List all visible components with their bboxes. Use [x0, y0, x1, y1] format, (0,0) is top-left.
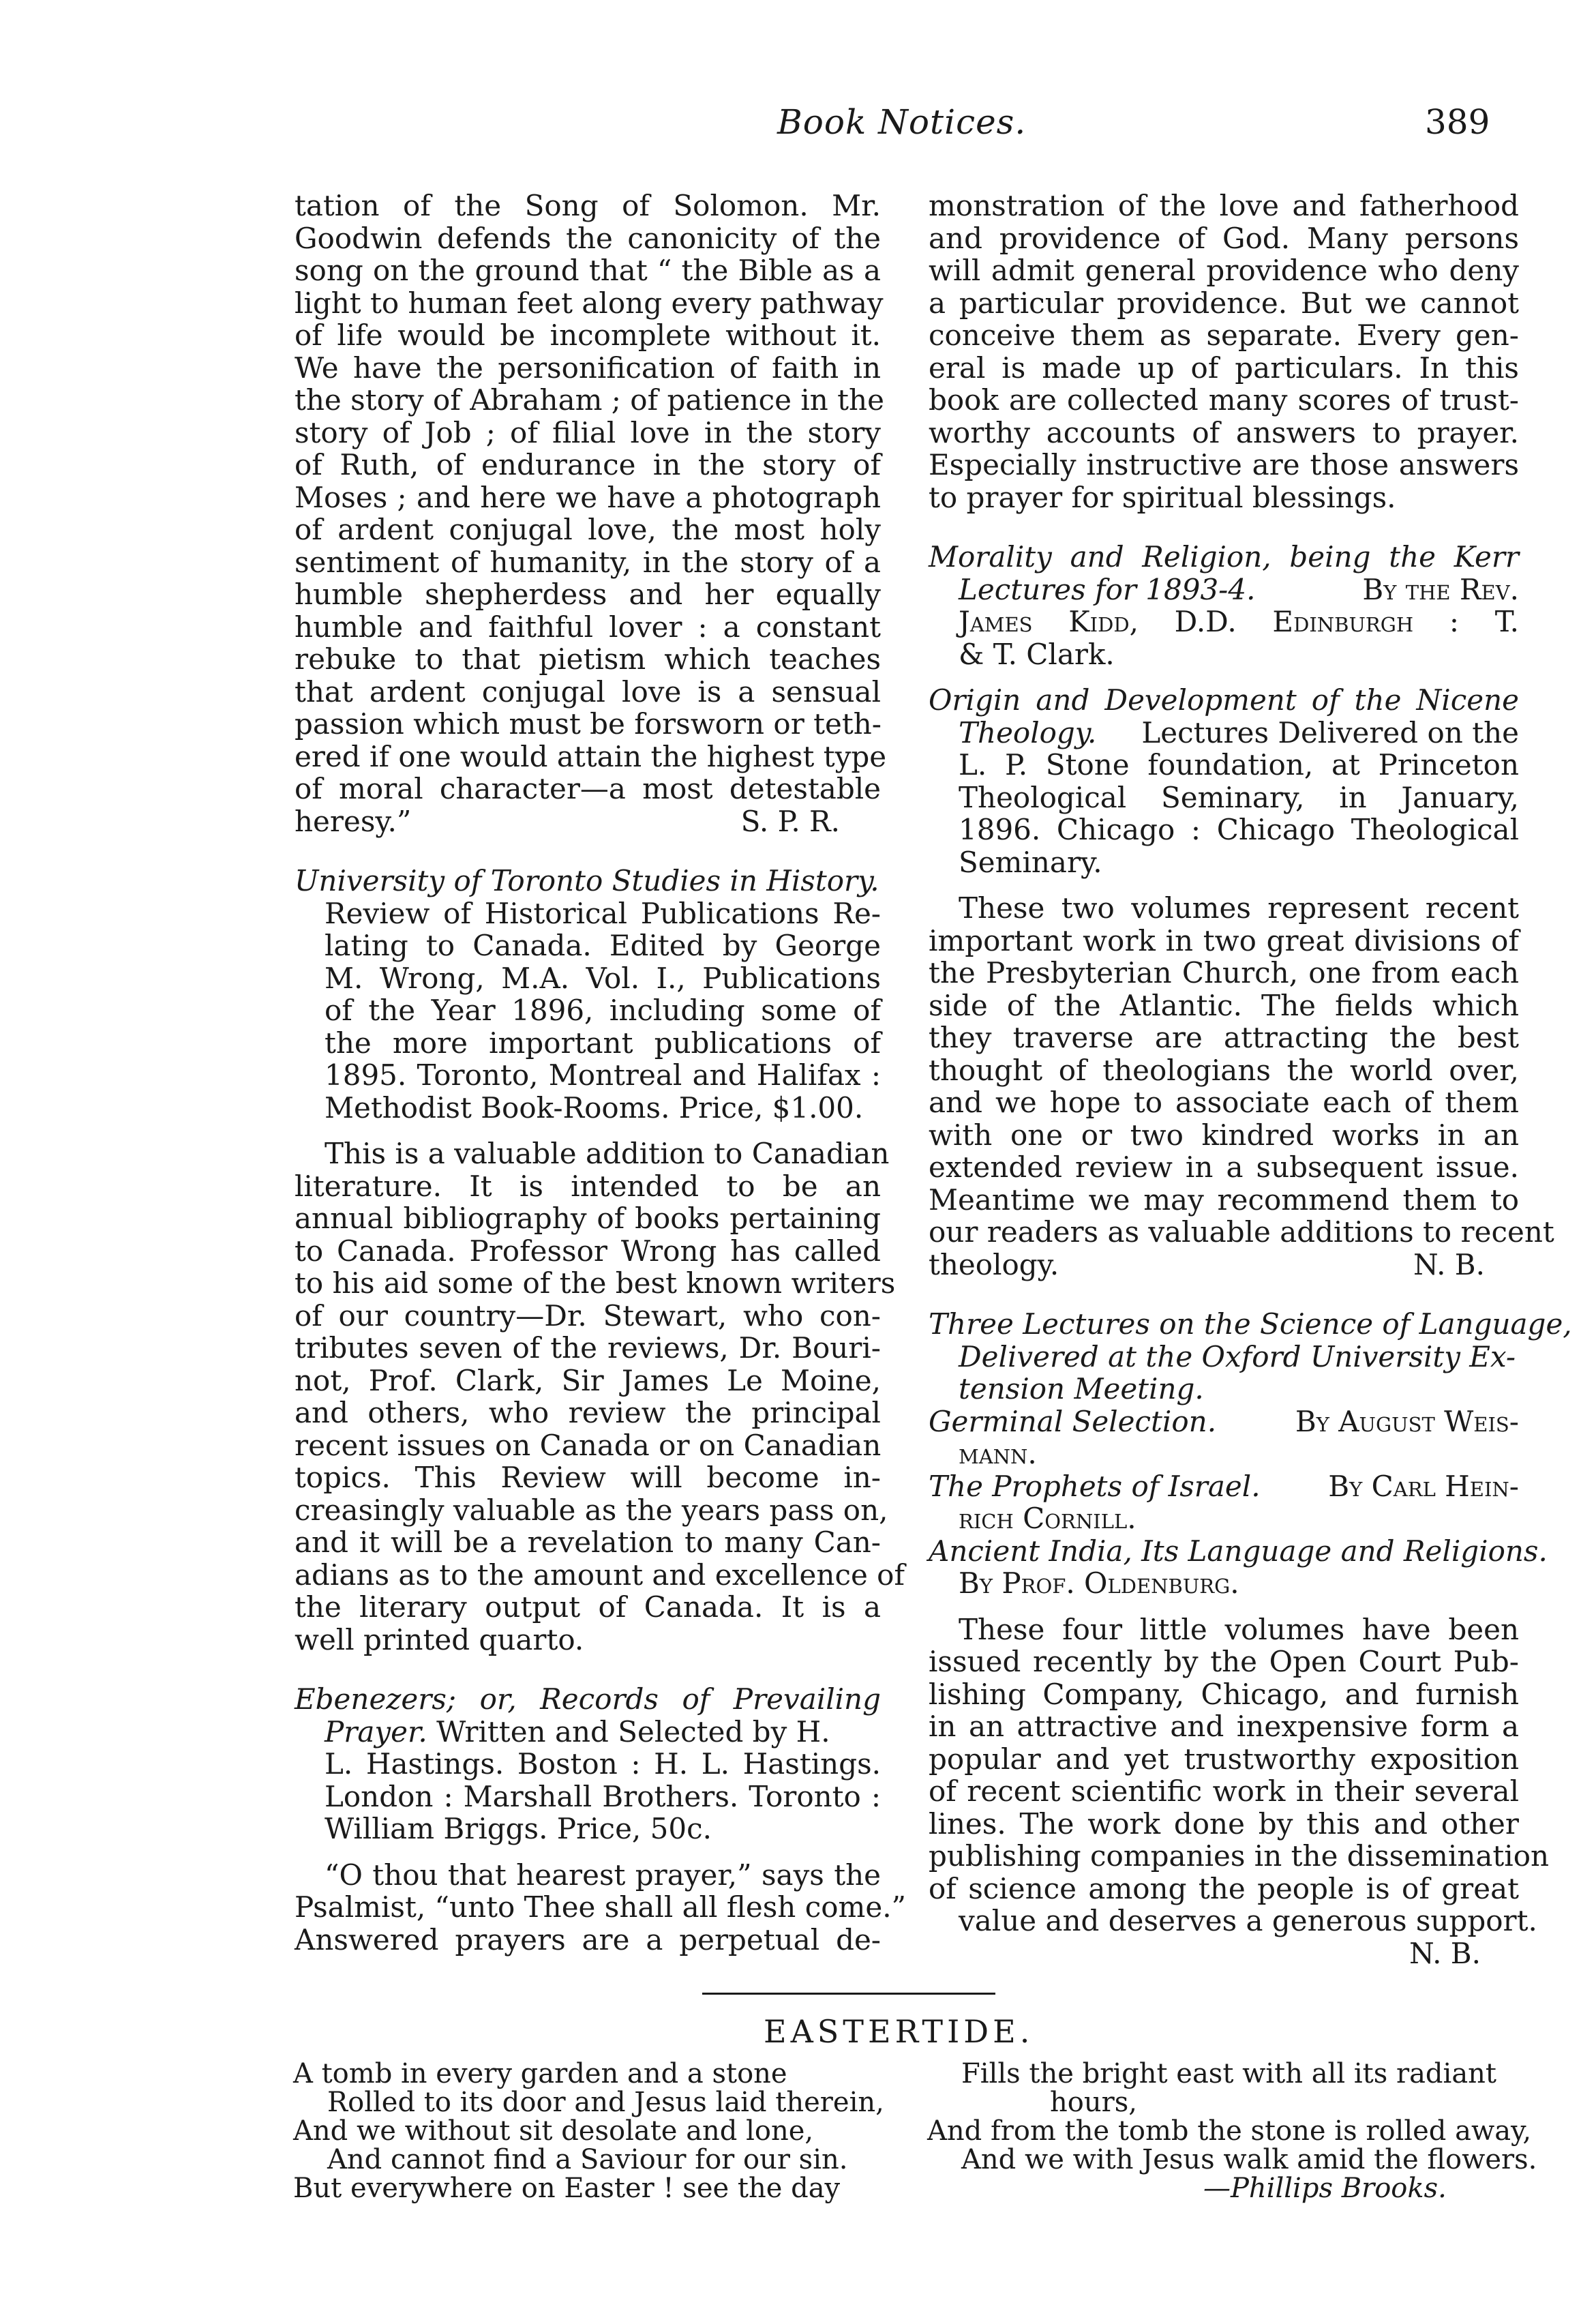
- text-line: passion which must be forsworn or teth-: [295, 707, 882, 741]
- poem-line: A tomb in every garden and a stone: [293, 2058, 787, 2089]
- text-line: humble and faithful lover : a constant: [295, 610, 881, 644]
- review-line: not, Prof. Clark, Sir James Le Moine,: [295, 1363, 881, 1397]
- text-line: book are collected many scores of trust-: [929, 383, 1519, 417]
- text-line: to prayer for spiritual blessings.: [929, 480, 1396, 514]
- book-title-fragment: The Prophets of Israel.: [929, 1469, 1261, 1503]
- poem-line: Fills the bright east with all its radiant: [961, 2058, 1496, 2089]
- author-fragment: By August Weis-: [1295, 1404, 1519, 1438]
- signature: S. P. R.: [740, 804, 840, 838]
- book-details-fragment: Written and Selected by H.: [436, 1714, 830, 1748]
- book-details-line: Methodist Book-Rooms. Price, $1.00.: [325, 1090, 864, 1125]
- text-line: that ardent conjugal love is a sensual: [295, 674, 881, 709]
- text-line: will admit general providence who deny: [929, 254, 1519, 287]
- book-details-line: [929, 574, 1519, 606]
- book-title: University of Toronto Studies in History.: [295, 864, 879, 897]
- review-line: These two volumes represent recent: [959, 891, 1519, 925]
- book-title-cont: [295, 1716, 881, 1748]
- quote-line: Answered prayers are a perpetual de-: [295, 1922, 881, 1956]
- author-line: By Prof. Oldenburg.: [959, 1566, 1239, 1600]
- review-line: with one or two kindred works in an: [929, 1118, 1519, 1152]
- review-line: lishing Company, Chicago, and furnish: [929, 1677, 1519, 1711]
- book-details-line: Review of Historical Publications Re-: [325, 896, 881, 930]
- quote-line: Psalmist, “unto Thee shall all flesh come.”: [295, 1890, 907, 1924]
- book-details-line: London : Marshall Brothers. Toronto :: [325, 1779, 881, 1813]
- review-line: This is a valuable addition to Canadian: [325, 1137, 890, 1170]
- book-title: Ancient India, Its Language and Religions.: [929, 1534, 1548, 1568]
- review-line: our readers as valuable additions to recent: [929, 1215, 1554, 1249]
- review-line: creasingly valuable as the years pass on,: [295, 1493, 888, 1527]
- book-details-line: of the Year 1896, including some of: [325, 994, 881, 1027]
- book-details-line: 1895. Toronto, Montreal and Halifax :: [325, 1058, 881, 1092]
- text-line: the story of Abraham ; of patience in the: [295, 383, 884, 417]
- book-title-fragment: Lectures for 1893-4.: [959, 572, 1256, 606]
- text-line: light to human feet along every pathway: [295, 286, 884, 320]
- text-line: a particular providence. But we cannot: [929, 286, 1519, 320]
- book-title: Three Lectures on the Science of Language,: [929, 1307, 1572, 1341]
- poem-line: And from the tomb the stone is rolled away,: [927, 2115, 1532, 2147]
- book-details-fragment: Lectures Delivered on the: [1141, 715, 1519, 749]
- book-title-fragment: Germinal Selection.: [929, 1404, 1217, 1438]
- review-line: to his aid some of the best known writers: [295, 1266, 896, 1300]
- review-line: literature. It is intended to be an: [295, 1169, 881, 1203]
- poem-left-stanza: [293, 2059, 884, 2203]
- book-details-line: lating to Canada. Edited by George: [325, 929, 881, 962]
- review-line: adians as to the amount and excellence of: [295, 1558, 905, 1592]
- poem-line: And we without sit desolate and lone,: [293, 2115, 814, 2147]
- author-cont: mann.: [959, 1437, 1037, 1470]
- review-line: issued recently by the Open Court Pub-: [929, 1645, 1519, 1678]
- review-line: they traverse are attracting the best: [929, 1021, 1519, 1054]
- book-details-line: Seminary.: [959, 845, 1102, 879]
- book-title: Morality and Religion, being the Kerr: [929, 540, 1519, 574]
- review-line: the literary output of Canada. It is a: [295, 1590, 881, 1624]
- review-line: annual bibliography of books pertaining: [295, 1202, 881, 1235]
- text-line-last: [295, 805, 881, 838]
- review-line: side of the Atlantic. The fields which: [929, 988, 1519, 1022]
- review-line: topics. This Review will become in-: [295, 1461, 881, 1494]
- book-details-line: & T. Clark.: [959, 637, 1115, 671]
- review-line: of science among the people is of great: [929, 1871, 1519, 1905]
- review-line: popular and yet trustworthy exposition: [929, 1742, 1519, 1776]
- text-line: We have the personification of faith in: [295, 351, 881, 385]
- signature: N. B.: [1413, 1247, 1485, 1281]
- right-column: [929, 189, 1572, 1970]
- poem-right-stanza: [927, 2059, 1537, 2203]
- book-details-line: L. P. Stone foundation, at Princeton: [959, 748, 1519, 782]
- text-line: and providence of God. Many persons: [929, 221, 1519, 255]
- book-details-fragment: By the Rev.: [1362, 572, 1519, 606]
- text-line: Especially instructive are those answers: [929, 448, 1519, 481]
- review-line: tributes seven of the reviews, Dr. Bouri-: [295, 1331, 881, 1365]
- text-line: song on the ground that “ the Bible as a: [295, 254, 881, 287]
- poem-line: But everywhere on Easter ! see the day: [293, 2173, 841, 2204]
- poem-attribution: —Phillips Brooks.: [1203, 2173, 1447, 2204]
- review-line: in an attractive and inexpensive form a: [929, 1710, 1519, 1743]
- signature: N. B.: [1409, 1936, 1481, 1970]
- book-details-line: William Briggs. Price, 50c.: [325, 1812, 712, 1845]
- book-title: Origin and Development of the Nicene: [929, 683, 1519, 717]
- review-line: of our country—Dr. Stewart, who con-: [295, 1298, 881, 1333]
- text-line: sentiment of humanity, in the story of a: [295, 545, 881, 579]
- book-details-line: the more important publications of: [325, 1026, 881, 1060]
- book-details-line: 1896. Chicago : Chicago Theological: [959, 813, 1519, 846]
- book-entry: [929, 1405, 1519, 1438]
- review-line: the Presbyterian Church, one from each: [929, 956, 1519, 989]
- poem-title: EASTERTIDE.: [764, 2013, 1034, 2050]
- running-header-title: Book Notices.: [777, 102, 1027, 142]
- author-cont: rich Cornill.: [959, 1502, 1136, 1535]
- review-line: of recent scientific work in their several: [929, 1774, 1519, 1808]
- text-line: Goodwin defends the canonicity of the: [295, 221, 881, 255]
- text-line: humble shepherdess and her equally: [295, 578, 881, 611]
- poem-line: And we with Jesus walk amid the flowers.: [961, 2144, 1537, 2175]
- review-line-last: [929, 1249, 1519, 1281]
- review-line: to Canada. Professor Wrong has called: [295, 1234, 881, 1268]
- review-line: publishing companies in the dissemination: [929, 1839, 1550, 1873]
- review-line: and it will be a revelation to many Can-: [295, 1525, 881, 1559]
- book-title-cont: [929, 717, 1519, 749]
- poem-line: And cannot find a Saviour for our sin.: [327, 2144, 848, 2175]
- review-line: well printed quarto.: [295, 1622, 584, 1656]
- text-line: of life would be incomplete without it.: [295, 318, 881, 352]
- left-column: [295, 189, 907, 1956]
- section-divider: [702, 1993, 995, 1995]
- book-details-line: M. Wrong, M.A. Vol. I., Publications: [325, 961, 881, 995]
- book-entry: [929, 1470, 1519, 1503]
- text-line: Moses ; and here we have a photograph: [295, 480, 881, 514]
- review-line: thought of theologians the world over,: [929, 1053, 1519, 1087]
- text-fragment: theology.: [929, 1247, 1059, 1281]
- review-line: lines. The work done by this and other: [929, 1806, 1519, 1841]
- book-details-line: James Kidd, D.D. Edinburgh : T.: [959, 605, 1519, 638]
- book-details-line: Theological Seminary, in January,: [959, 780, 1519, 814]
- review-line: extended review in a subsequent issue.: [929, 1150, 1519, 1184]
- review-line: important work in two great divisions of: [929, 923, 1519, 957]
- page-number: 389: [1425, 102, 1490, 142]
- author-fragment: By Carl Hein-: [1328, 1469, 1519, 1503]
- text-line: tation of the Song of Solomon. Mr.: [295, 189, 881, 222]
- review-line: and we hope to associate each of them: [929, 1086, 1519, 1119]
- review-line: and others, who review the principal: [295, 1396, 881, 1429]
- text-line: monstration of the love and fatherhood: [929, 189, 1519, 222]
- text-line: rebuke to that pietism which teaches: [295, 642, 881, 676]
- book-title: Ebenezers; or, Records of Prevailing: [295, 1682, 881, 1716]
- text-line: eral is made up of particulars. In this: [929, 351, 1519, 385]
- book-title-fragment: Prayer.: [325, 1714, 427, 1748]
- review-line: Meantime we may recommend them to: [929, 1182, 1519, 1217]
- poem-line: Rolled to its door and Jesus laid therein,: [327, 2087, 884, 2118]
- review-line: recent issues on Canada or on Canadian: [295, 1428, 882, 1462]
- text-line: story of Job ; of filial love in the story: [295, 415, 881, 449]
- review-line: These four little volumes have been: [959, 1612, 1519, 1646]
- text-line: worthy accounts of answers to prayer.: [929, 415, 1519, 449]
- book-title-cont: tension Meeting.: [959, 1372, 1204, 1405]
- quote-line: “O thou that hearest prayer,” says the: [325, 1858, 881, 1892]
- text-line: of Ruth, of endurance in the story of: [295, 448, 881, 481]
- book-title-fragment: Theology.: [959, 715, 1097, 749]
- text-line: of ardent conjugal love, the most holy: [295, 513, 881, 546]
- text-fragment: heresy.”: [295, 804, 412, 838]
- poem-line: hours,: [1050, 2087, 1137, 2118]
- text-line: ered if one would attain the highest type: [295, 739, 887, 773]
- book-title-cont: Delivered at the Oxford University Ex-: [959, 1339, 1516, 1373]
- book-details-line: L. Hastings. Boston : H. L. Hastings.: [325, 1747, 881, 1781]
- text-line: conceive them as separate. Every gen-: [929, 318, 1519, 352]
- text-line: of moral character—a most detestable: [295, 772, 881, 805]
- review-line: value and deserves a generous support.: [959, 1904, 1537, 1937]
